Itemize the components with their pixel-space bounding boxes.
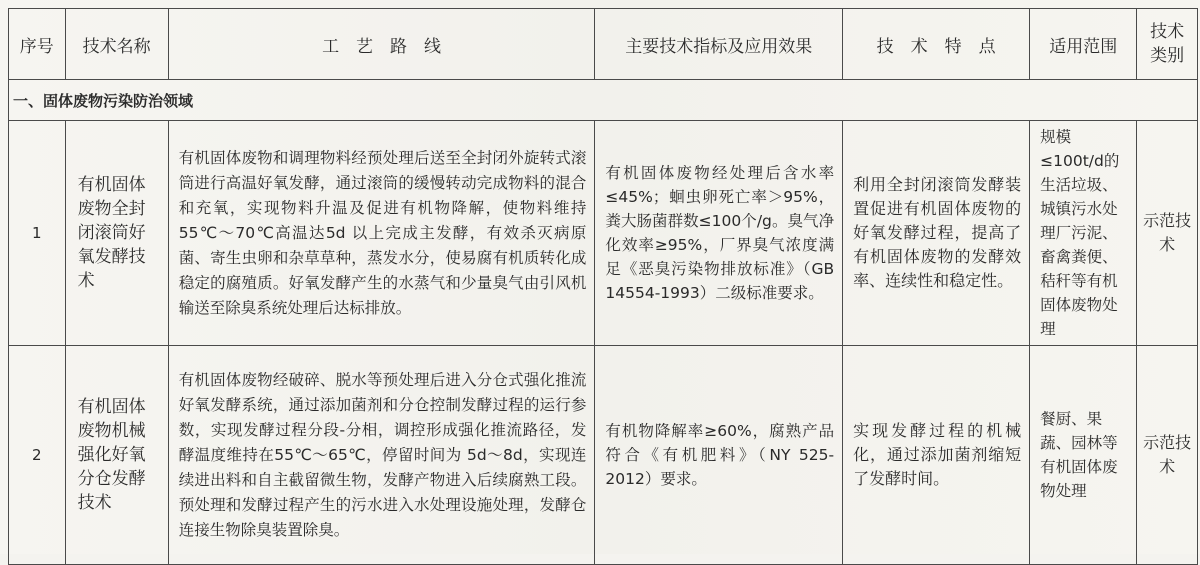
- header-no: 序号: [9, 9, 66, 80]
- technical-features: 利用全封闭滚筒发酵装置促进有机固体废物的好氧发酵过程，提高了有机固体废物的发酵效率、连续性和稳定性。: [843, 121, 1030, 346]
- header-category-line2: 类别: [1150, 46, 1185, 66]
- section-row: [9, 80, 1198, 121]
- technology-category: 示范技术: [1137, 121, 1198, 346]
- header-features: 技 术 特 点: [843, 9, 1030, 80]
- row-number: 2: [9, 346, 66, 565]
- process-route: 有机固体废物和调理物料经预处理后送至全封闭外旋转式滚筒进行高温好氧发酵，通过滚筒的缓慢转动完成物料的混合和充氧，实现物料升温及促进有机物降解，使物料维持 55℃～70℃高温达5d 以上完成主发酵，有效杀灭病原菌、寄生虫卵和杂草草种，蒸发水分，使易腐有机质转化成稳定的腐殖质。好氧发酵产生的水蒸气和少量臭气由引风机输送至除臭系统处理后达标排放。: [168, 121, 595, 346]
- section-title: 一、固体废物污染防治领域: [9, 80, 1198, 121]
- header-category-line1: 技术: [1150, 22, 1185, 42]
- table-row: [9, 121, 1198, 346]
- row-number: 1: [9, 121, 66, 346]
- indicators-effects: 有机固体废物经处理后含水率≤45%；蛔虫卵死亡率＞95%，粪大肠菌群数≤100个/g。臭气净化效率≥95%，厂界臭气浓度满足《恶臭污染物排放标准》（GB 14554-1993）二级标准要求。: [595, 121, 843, 346]
- header-row: [9, 9, 1198, 80]
- technology-table: [8, 8, 1198, 565]
- table-row: [9, 346, 1198, 565]
- application-scope: 餐厨、果蔬、园林等有机固体废物处理: [1030, 346, 1137, 565]
- header-indicators: 主要技术指标及应用效果: [595, 9, 843, 80]
- technical-features: 实现发酵过程的机械化，通过添加菌剂缩短了发酵时间。: [843, 346, 1030, 565]
- indicators-effects: 有机物降解率≥60%，腐熟产品符合《有机肥料》（NY 525-2012）要求。: [595, 346, 843, 565]
- header-process: 工 艺 路 线: [168, 9, 595, 80]
- application-scope: 规模≤100t/d的生活垃圾、城镇污水处理厂污泥、畜禽粪便、秸秆等有机固体废物处理: [1030, 121, 1137, 346]
- process-route: 有机固体废物经破碎、脱水等预处理后进入分仓式强化推流好氧发酵系统，通过添加菌剂和分仓控制发酵过程的运行参数，实现发酵过程分段-分相，调控形成强化推流路径，发酵温度维持在55℃～65℃，停留时间为 5d～8d，实现连续进出料和自主截留微生物，发酵产物进入后续腐熟工段。预处理和发酵过程产生的污水进入水处理设施处理，发酵仓连接生物除臭装置除臭。: [168, 346, 595, 565]
- header-category: [1137, 9, 1198, 80]
- header-scope: 适用范围: [1030, 9, 1137, 80]
- technology-name: 有机固体废物全封闭滚筒好氧发酵技术: [65, 121, 168, 346]
- technology-category: 示范技术: [1137, 346, 1198, 565]
- header-name: 技术名称: [65, 9, 168, 80]
- technology-name: 有机固体废物机械强化好氧分仓发酵技术: [65, 346, 168, 565]
